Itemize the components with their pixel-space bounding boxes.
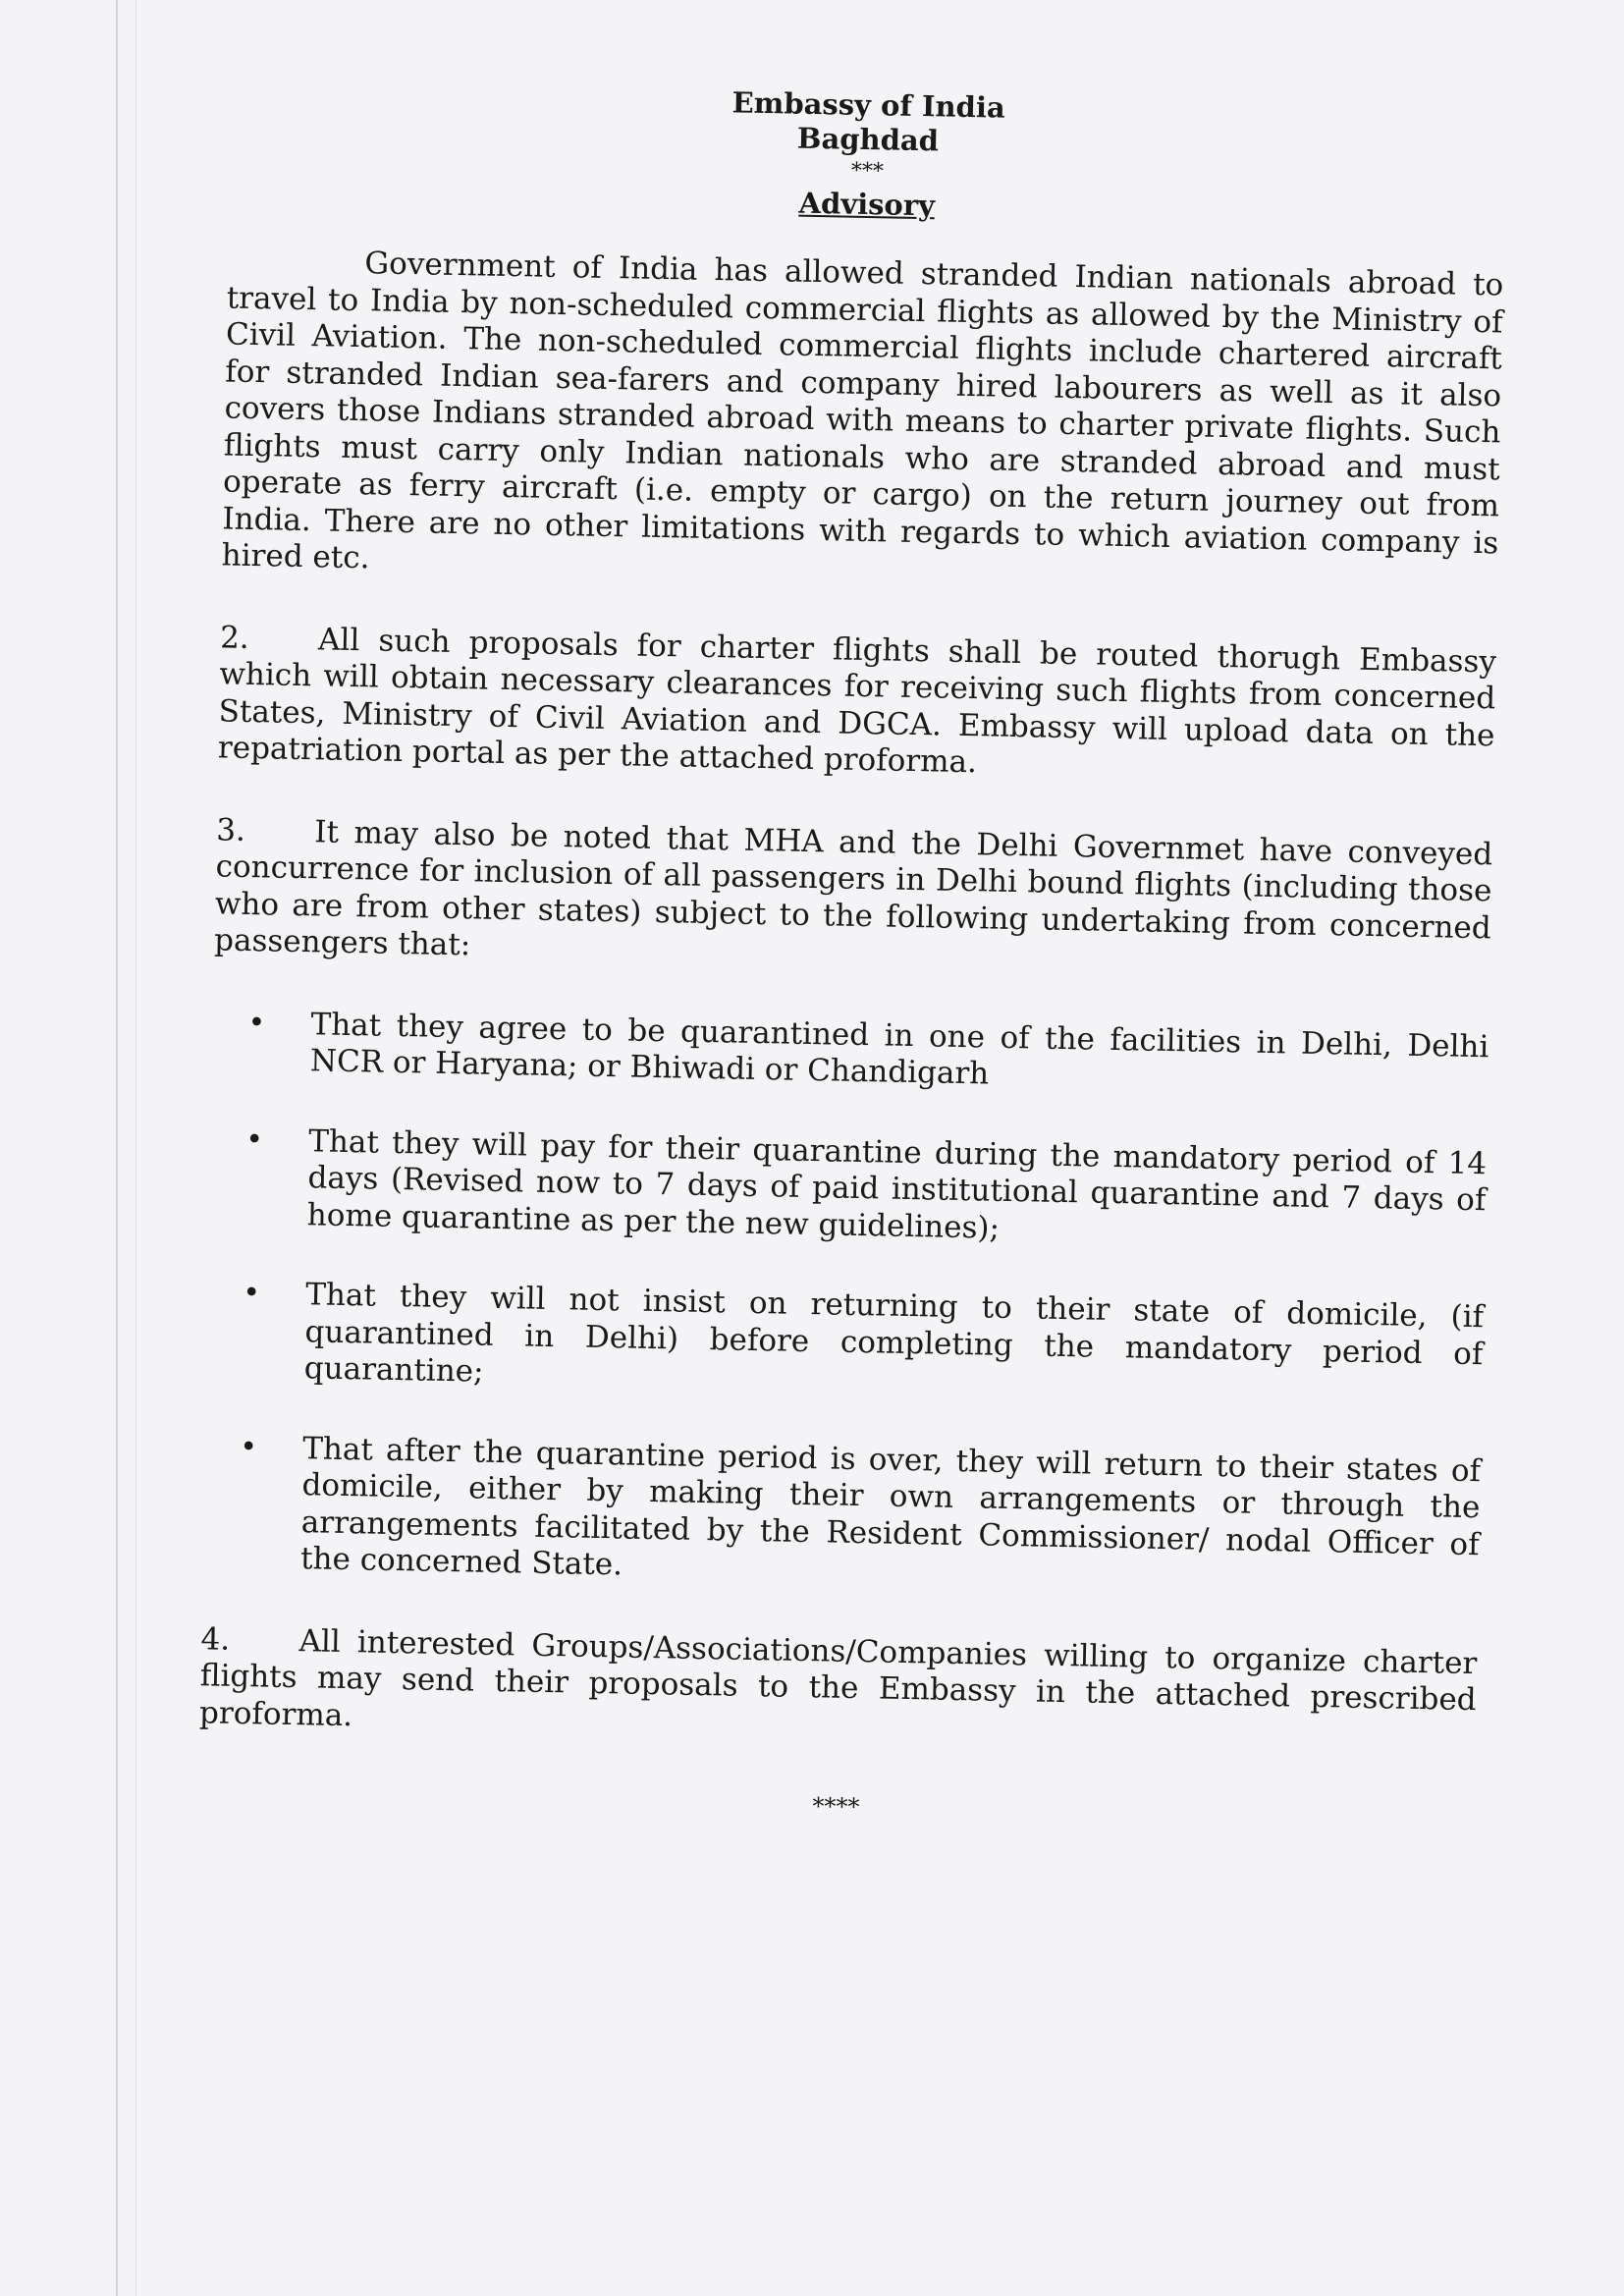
list-item-text: That they will pay for their quarantine during the mandatory period of 14 days (Revised now to 7 days of paid institutional quarantine and 7 days of home quarantine as per the new guidelines);: [306, 1123, 1488, 1246]
document-title: Advisory: [798, 186, 936, 223]
paragraph-1: Government of India has allowed stranded Indian nationals abroad to travel to India by non-scheduled commercial flights as allowed by the Ministry of Civil Aviation. The non-scheduled commercial flights include chartered aircraft for stranded Indian sea-farers and company hired labourers as well as it also covers those Indians stranded abroad with means to charter private flights. Such flights must carry only Indian nationals who are stranded abroad and must operate as ferry aircraft (i.e. empty or cargo) on the return journey out from India. There are no other limitations with regards to which aviation company is hired etc.: [221, 246, 1504, 576]
page-edge-line: [116, 0, 118, 2296]
bullet-icon: •: [242, 1276, 261, 1311]
paragraph-4: [199, 1621, 1478, 1756]
list-item: [202, 1429, 1482, 1601]
paragraph-text: All such proposals for charter flights shall be routed thorugh Embassy which will obtain necessary clearances for receiving such flights from concerned States, Ministry of Civil Aviation and DGCA. Embassy will upload data on the repatriation portal as per the attached proforma.: [217, 622, 1497, 781]
bullet-icon: •: [239, 1429, 258, 1465]
header-separator: ***: [850, 158, 885, 185]
paragraph-number: 2.: [219, 620, 250, 656]
list-item-text: That after the quarantine period is over, they will return to their states of domicile, either by making their own arrangements or through the arrangements facilitated by the Resident Commissioner/ nodal Officer of the concerned State.: [299, 1431, 1482, 1583]
list-item: [212, 1005, 1489, 1103]
closing-separator: ****: [812, 1792, 860, 1822]
paragraph-number: 3.: [216, 812, 246, 848]
list-item: [209, 1121, 1488, 1256]
list-item: [206, 1276, 1485, 1410]
paragraph-text: All interested Groups/Associations/Companies willing to organize charter flights may send their proposals to the Embassy in the attached prescribed proforma.: [198, 1622, 1478, 1734]
undertaking-list: [202, 1005, 1489, 1601]
paragraph-2: [218, 620, 1497, 792]
embassy-city: Baghdad: [796, 121, 940, 158]
list-item-text: That they will not insist on returning to their state of domicile, (if quarantined in Delhi) before completing the mandatory period of quarantine;: [303, 1277, 1485, 1391]
paragraph-3: [214, 812, 1493, 984]
page-edge-line: [135, 0, 136, 2296]
advisory-document: [197, 77, 1507, 1833]
embassy-name: Embassy of India: [731, 85, 1006, 125]
list-item-text: That they agree to be quarantined in one of the facilities in Delhi, Delhi NCR or Haryana; or Bhiwadi or Chandigarh: [309, 1007, 1489, 1092]
bullet-icon: •: [247, 1005, 266, 1041]
bullet-icon: •: [244, 1121, 264, 1158]
paragraph-text: It may also be noted that MHA and the Delhi Governmet have conveyed concurrence for inclusion of all passengers in Delhi bound flights (including those who are from other states) subject to the following undertaking from concerned passengers that:: [213, 814, 1493, 963]
paragraph-number: 4.: [200, 1621, 231, 1658]
letterhead: [229, 77, 1507, 235]
